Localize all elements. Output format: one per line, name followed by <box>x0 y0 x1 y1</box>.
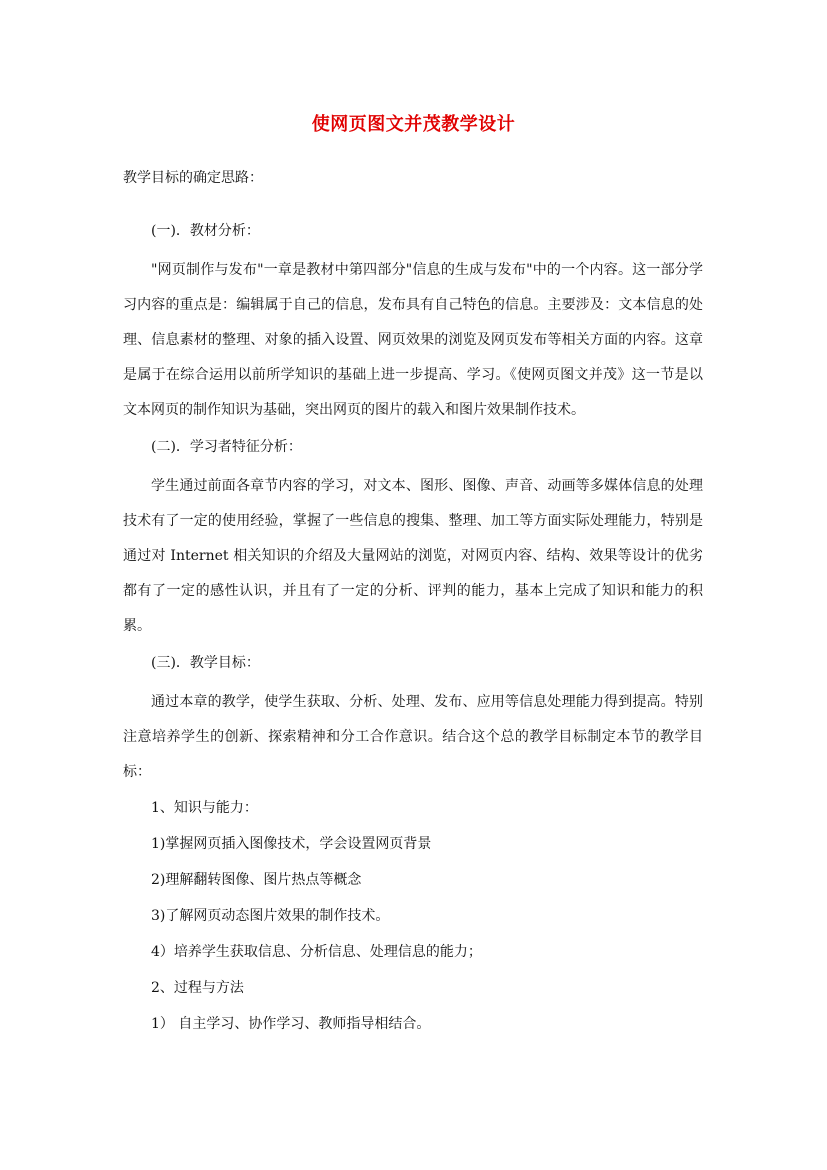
section2-heading: (二)．学习者特征分析： <box>151 439 302 455</box>
section3-body: 通过本章的教学，使学生获取、分析、处理、发布、应用等信息处理能力得到提高。特别注意培养学生的创新、探索精神和分工合作意识。结合这个总的教学目标制定本节的教学目标： <box>123 694 703 780</box>
section2-body: 学生通过前面各章节内容的学习，对文本、图形、图像、声音、动画等多媒体信息的处理技术有了一定的使用经验，掌握了一些信息的搜集、整理、加工等方面实际处理能力，特别是通过对 Internet 相关知识的介绍及大量网站的浏览，对网页内容、结构、效果等设计的优劣都有了一定的感性认识，并且有了一定的分析、评判的能力，基本上完成了知识和能力的积累。 <box>123 478 703 634</box>
process-heading: 2、过程与方法 <box>151 980 244 996</box>
lead-line: 教学目标的确定思路： <box>123 170 263 186</box>
process-item: 1） 自主学习、协作学习、教师指导相结合。 <box>151 1016 431 1032</box>
goal-item: 2)理解翻转图像、图片热点等概念 <box>151 872 362 888</box>
goal-item: 1)掌握网页插入图像技术，学会设置网页背景 <box>151 836 432 852</box>
document-title: 使网页图文并茂教学设计 <box>311 114 516 135</box>
knowledge-heading: 1、知识与能力： <box>151 800 258 816</box>
goal-item: 4）培养学生获取信息、分析信息、处理信息的能力； <box>151 944 482 960</box>
goal-item: 3)了解网页动态图片效果的制作技术。 <box>151 908 390 924</box>
section1-heading: (一)．教材分析： <box>151 223 260 239</box>
section1-body: "网页制作与发布"一章是教材中第四部分"信息的生成与发布"中的一个内容。这一部分学习内容的重点是：编辑属于自己的信息，发布具有自己特色的信息。主要涉及：文本信息的处理、信息素材的整理、对象的插入设置、网页效果的浏览及网页发布等相关方面的内容。这章是属于在综合运用以前所学知识的基础上进一步提高、学习。《使网页图文并茂》这一节是以文本网页的制作知识为基础，突出网页的图片的载入和图片效果制作技术。 <box>123 262 703 418</box>
section3-heading: (三)．教学目标： <box>151 655 260 671</box>
